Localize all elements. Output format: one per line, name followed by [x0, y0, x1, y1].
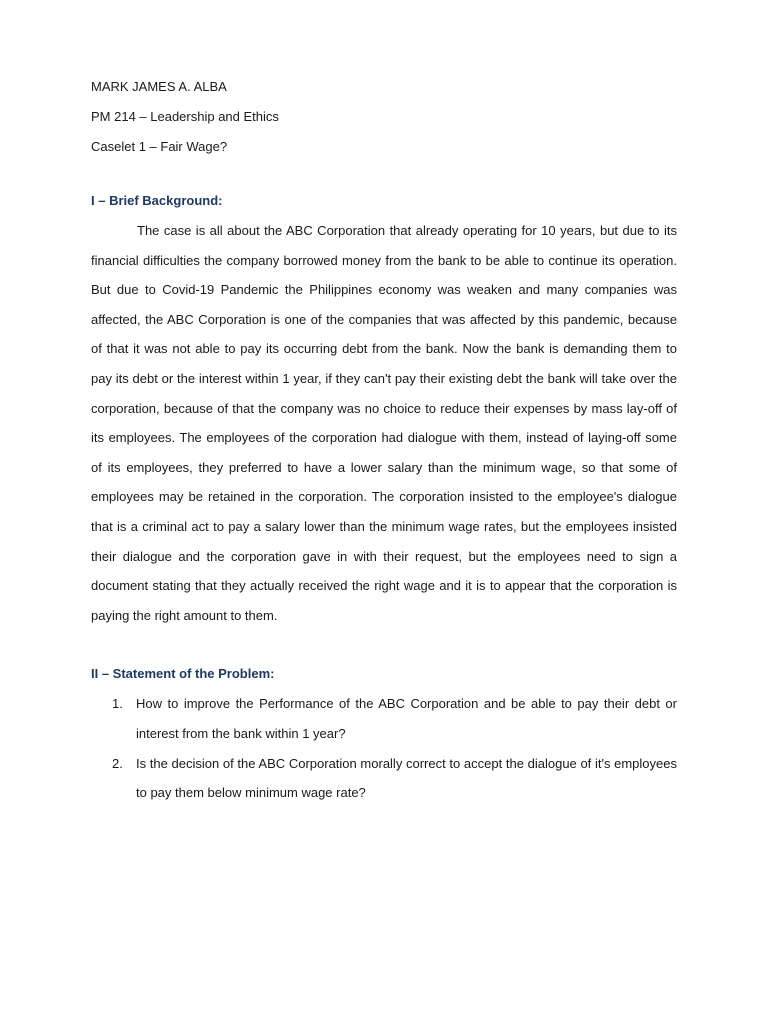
caselet-title: Caselet 1 – Fair Wage?: [91, 139, 228, 154]
problem-number: 2.: [112, 755, 123, 771]
spacer: [91, 630, 677, 659]
section-heading-background: I – Brief Background:: [91, 193, 223, 208]
problem-text: How to improve the Performance of the ABC Corporation and be able to pay their debt or interest from the bank within 1 year?: [136, 696, 677, 741]
problem-item: [91, 689, 677, 748]
document-body: [91, 72, 677, 808]
problem-text: Is the decision of the ABC Corporation morally correct to accept the dialogue of it's employees to pay them below minimum wage rate?: [136, 755, 677, 801]
author-name: MARK JAMES A. ALBA: [91, 79, 227, 94]
course-title: PM 214 – Leadership and Ethics: [91, 109, 279, 124]
background-paragraph: The case is all about the ABC Corporation that already operating for 10 years, but due to its financial difficulties the company borrowed money from the bank to be able to continue its operation. But due to Covid-19 Pandemic the Philippines economy was weaken and many companies was affected, the ABC Corporation is one of the companies that was affected by this pandemic, because of that it was not able to pay its occurring debt from the bank. Now the bank is demanding them to pay its debt or the interest within 1 year, if they can't pay their existing debt the bank will take over the corporation, because of that the company was no choice to reduce their expenses by mass lay-off of its employees. The employees of the corporation had dialogue with them, instead of laying-off some of its employees, they preferred to have a lower salary than the minimum wage, so that some of employees may be retained in the corporation. The corporation insisted to the employee's dialogue that is a criminal act to pay a salary lower than the minimum wage rates, but the employees insisted their dialogue and the corporation gave in with their request, but the employees need to sign a document stating that they actually received the right wage and it is to appear that the corporation is paying the right amount to them.: [91, 223, 677, 623]
problem-item: [91, 749, 677, 808]
problem-list: [91, 689, 677, 807]
section-heading-problem: II – Statement of the Problem:: [91, 666, 275, 682]
spacer: [91, 162, 677, 186]
problem-number: 1.: [112, 696, 123, 712]
